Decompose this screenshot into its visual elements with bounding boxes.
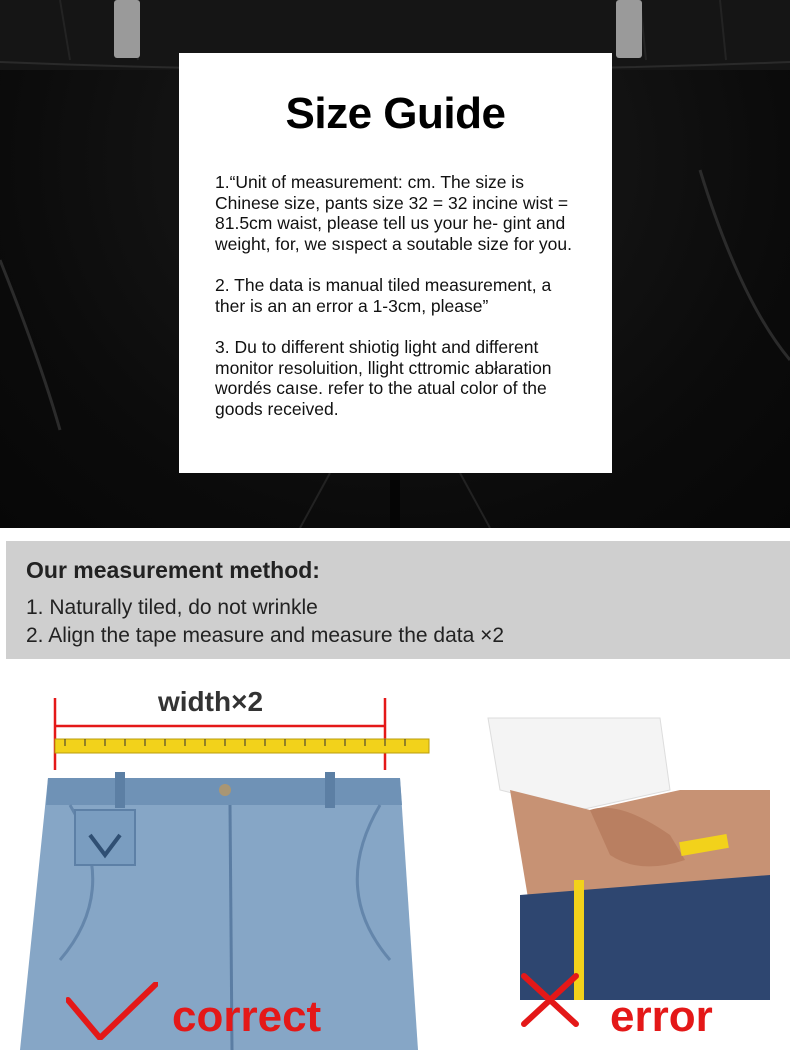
- check-mark-icon: [66, 982, 158, 1040]
- width-times-two-label: width×2: [158, 686, 264, 717]
- size-guide-title: Size Guide: [285, 89, 506, 138]
- cross-mark-icon: [518, 970, 582, 1030]
- method-step-2: 2. Align the tape measure and measure the data ×2: [26, 624, 505, 647]
- size-guide-note-2: 2. The data is manual tiled measurement, a ther is an an error a 1-3cm, please”: [215, 275, 552, 316]
- size-guide-note-1: 1.“Unit of measurement: cm. The size is Chinese size, pants size 32 = 32 incine wist = 81.5cm waist, please tell us your he- gint and weight, for, we sıspect a soutable size for you.: [215, 172, 572, 254]
- method-step-1: 1. Naturally tiled, do not wrinkle: [26, 596, 318, 619]
- hanger-clip-left: [114, 0, 140, 58]
- measurement-method-band: [6, 541, 790, 659]
- tape-measure-horizontal: [55, 739, 429, 753]
- correct-label: correct: [172, 992, 322, 1041]
- size-guide-card: [179, 53, 612, 473]
- hanger-clip-right: [616, 0, 642, 58]
- measurement-method-title: Our measurement method:: [26, 557, 320, 583]
- size-guide-note-3: 3. Du to different shiotig light and different monitor resoluition, llight cttromic abłaration wordés caıse. refer to the atual color of the goods received.: [215, 337, 552, 419]
- error-label: error: [610, 992, 713, 1041]
